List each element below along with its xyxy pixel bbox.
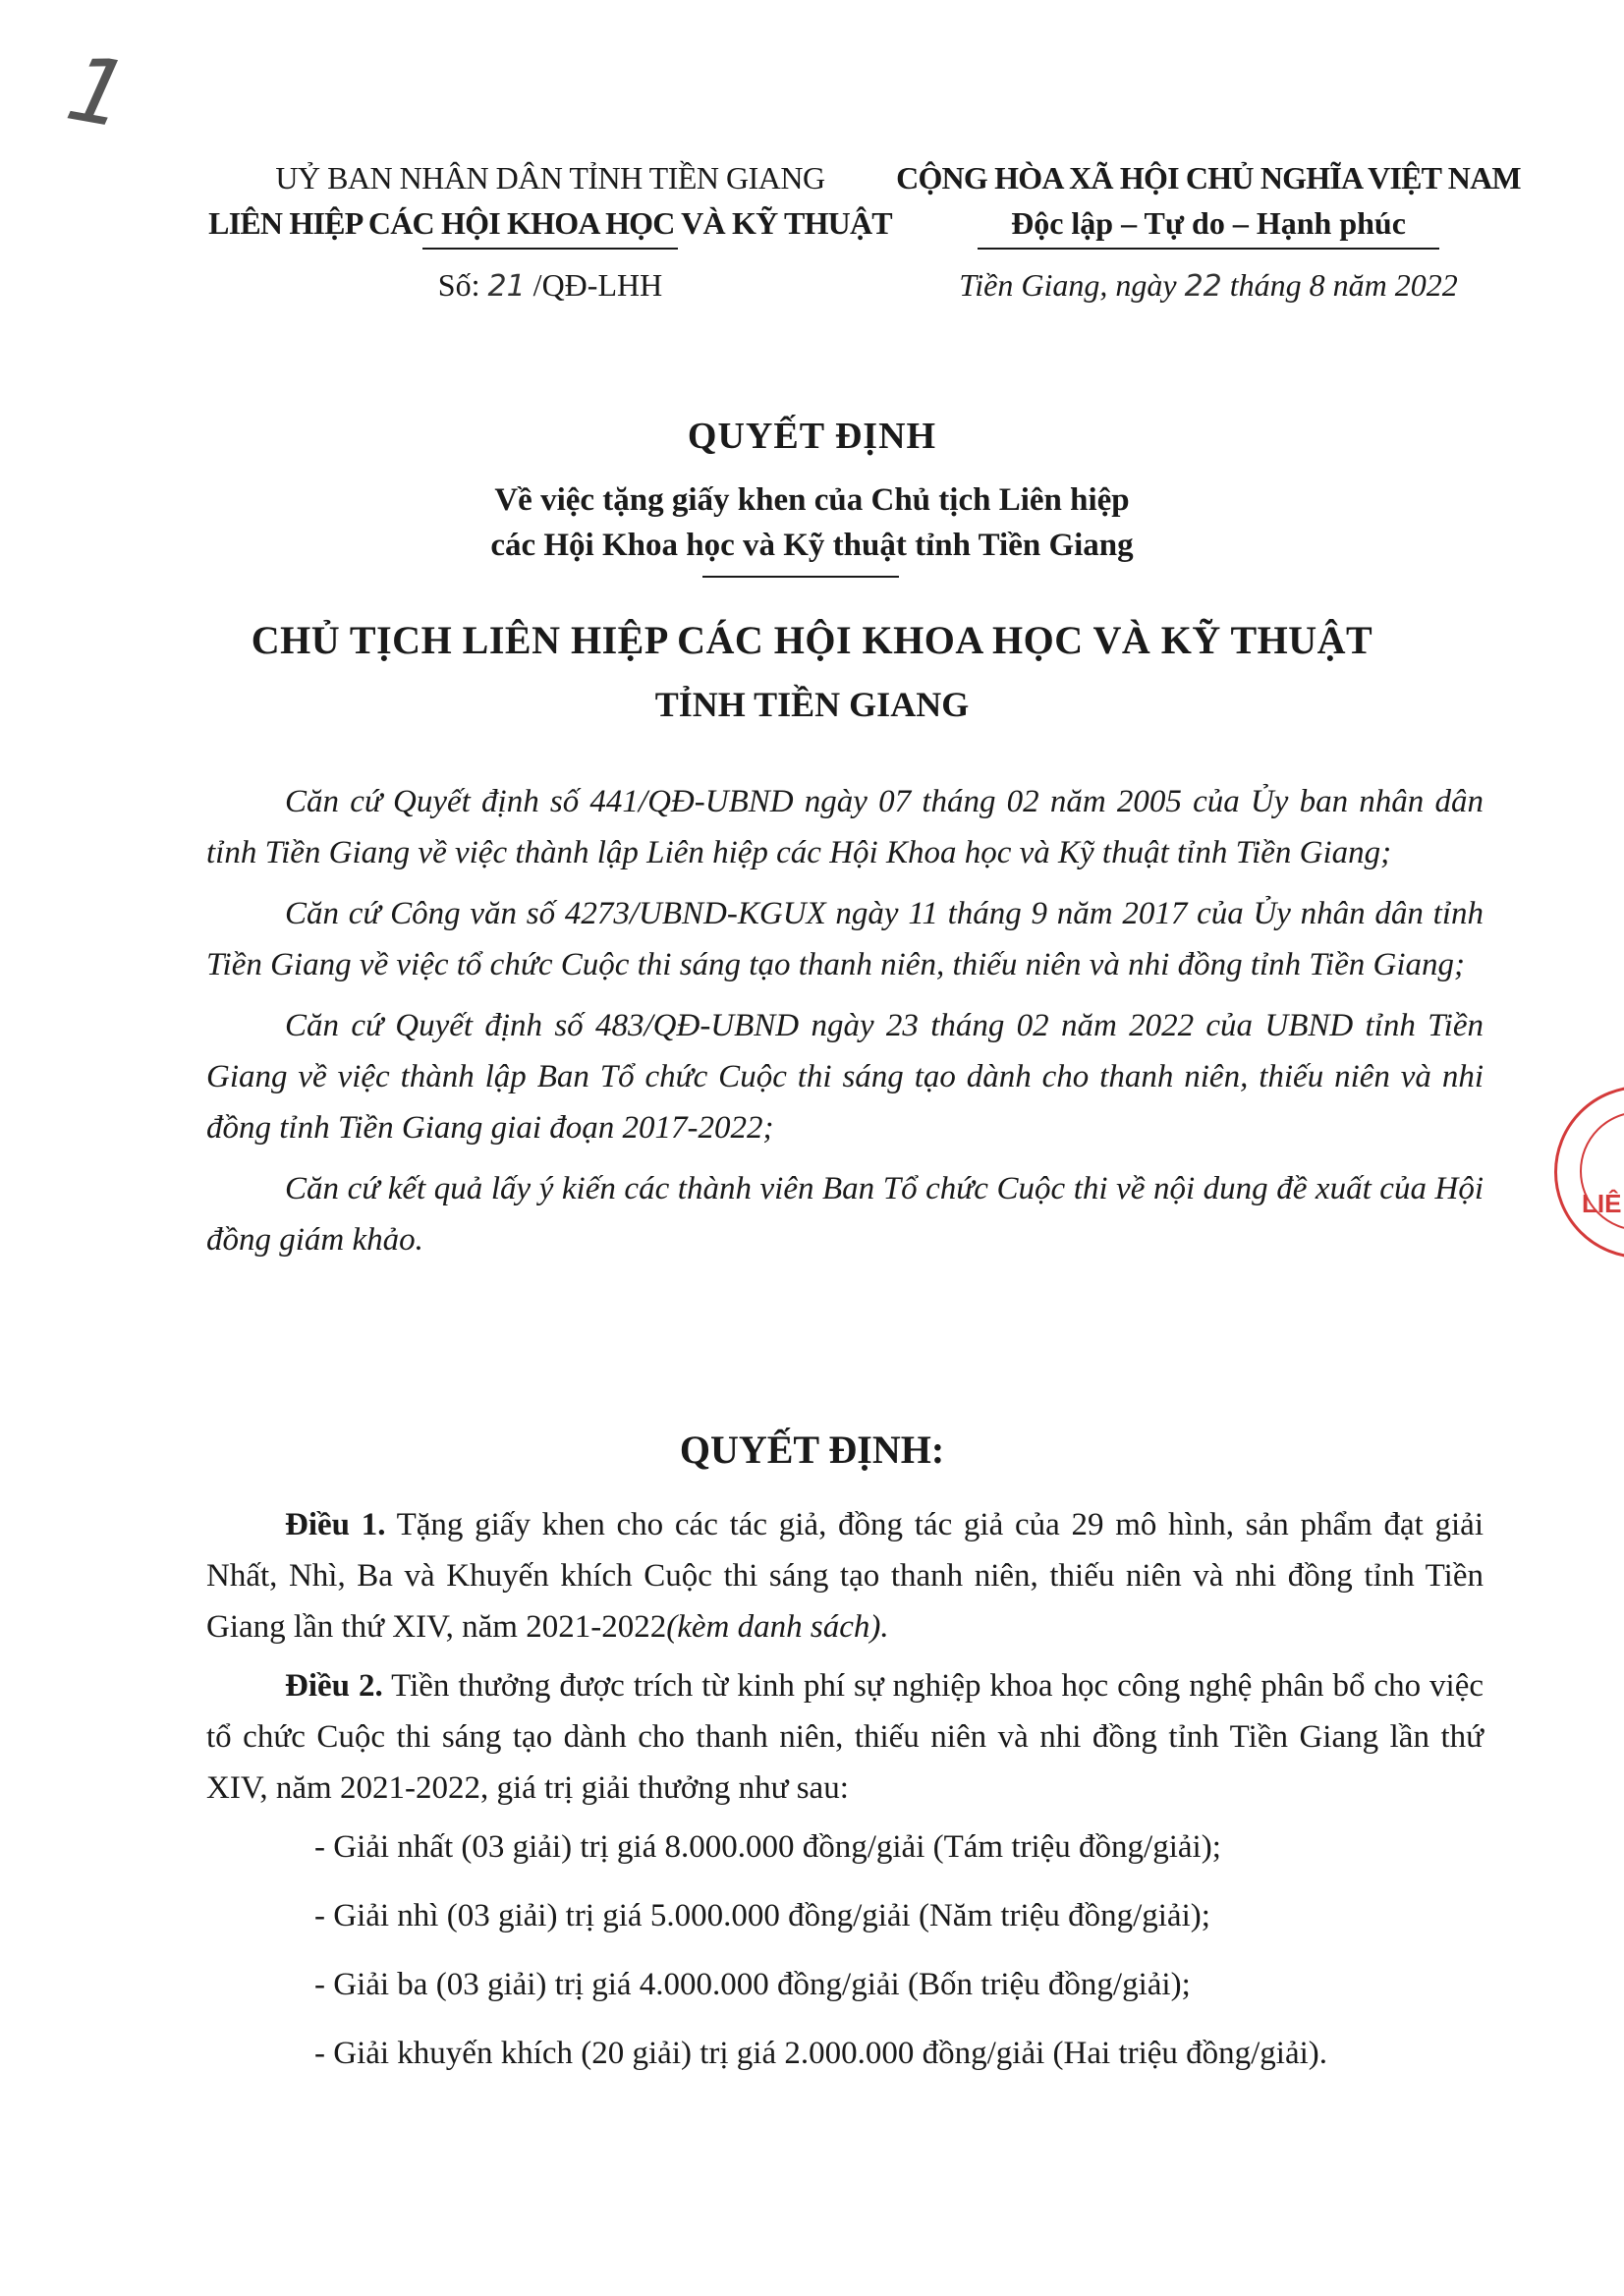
date-suffix: tháng 8 năm 2022	[1221, 267, 1458, 303]
decision-heading: QUYẾT ĐỊNH:	[679, 1428, 945, 1472]
national-motto	[884, 155, 1533, 250]
doc-number-suffix: /QĐ-LHH	[525, 267, 663, 303]
agency-name: LIÊN HIỆP CÁC HỘI KHOA HỌC VÀ KỸ THUẬT	[208, 205, 892, 241]
prize-item: - Giải nhất (03 giải) trị giá 8.000.000 đồng/giải (Tám triệu đồng/giải);	[314, 1829, 1221, 1865]
basis-paragraph: Căn cứ Quyết định số 483/QĐ-UBND ngày 23 tháng 02 năm 2022 của UBND tỉnh Tiền Giang về việc thành lập Ban Tổ chức Cuộc thi sáng tạo dành cho thanh niên, thiếu niên và nhi đồng tỉnh Tiền Giang giai đoạn 2017-2022;	[206, 1008, 1484, 1146]
doc-number-prefix: Số:	[437, 267, 488, 303]
basis-paragraph: Căn cứ Quyết định số 441/QĐ-UBND ngày 07 tháng 02 năm 2005 của Ủy ban nhân dân tỉnh Tiền Giang về việc thành lập Liên hiệp các Hội Khoa học và Kỹ thuật tỉnh Tiền Giang;	[206, 784, 1484, 870]
issue-date	[884, 267, 1533, 304]
article-1-text: Tặng giấy khen cho các tác giả, đồng tác giả của 29 mô hình, sản phẩm đạt giải Nhất, Nhì, Ba và Khuyến khích Cuộc thi sáng tạo thanh niên, thiếu niên và nhi đồng tỉnh Tiền Giang lần thứ XIV, năm 2021-2022	[206, 1507, 1484, 1645]
date-day: 22	[1184, 269, 1222, 304]
document-subtitle	[0, 477, 1624, 568]
prize-item: - Giải khuyến khích (20 giải) trị giá 2.000.000 đồng/giải (Hai triệu đồng/giải).	[314, 2036, 1328, 2071]
basis-paragraph: Căn cứ Công văn số 4273/UBND-KGUX ngày 11 tháng 9 năm 2017 của Ủy nhân dân tỉnh Tiền Giang về việc tổ chức Cuộc thi sáng tạo thanh niên, thiếu niên và nhi đồng tỉnh Tiền Giang;	[206, 896, 1484, 982]
prize-item: - Giải nhì (03 giải) trị giá 5.000.000 đồng/giải (Năm triệu đồng/giải);	[314, 1898, 1210, 1933]
issuing-agency	[196, 155, 904, 250]
article-2-label: Điều 2.	[285, 1668, 383, 1704]
article-2	[206, 1660, 1484, 1814]
document-number	[196, 267, 904, 304]
subtitle-line-1: Về việc tặng giấy khen của Chủ tịch Liên hiệp	[494, 482, 1130, 518]
article-2-text: Tiền thưởng được trích từ kinh phí sự nghiệp khoa học công nghệ phân bổ cho việc tổ chức Cuộc thi sáng tạo dành cho thanh niên, thiếu niên và nhi đồng tỉnh Tiền Giang lần thứ XIV, năm 2021-2022, giá trị giải thưởng như sau:	[206, 1668, 1484, 1806]
country-name: CỘNG HÒA XÃ HỘI CHỦ NGHĨA VIỆT NAM	[896, 160, 1521, 196]
agency-underline	[422, 248, 678, 250]
prize-item: - Giải ba (03 giải) trị giá 4.000.000 đồng/giải (Bốn triệu đồng/giải);	[314, 1967, 1191, 2002]
authority-province: TỈNH TIỀN GIANG	[654, 685, 970, 724]
article-1-label: Điều 1.	[285, 1507, 386, 1542]
motto: Độc lập – Tự do – Hạnh phúc	[1011, 205, 1406, 241]
legal-bases	[206, 776, 1484, 1275]
document-title: QUYẾT ĐỊNH	[687, 416, 937, 457]
subtitle-underline	[702, 576, 899, 578]
motto-underline	[978, 248, 1439, 250]
handwritten-page-mark: 1	[47, 37, 148, 146]
authority-title: CHỦ TỊCH LIÊN HIỆP CÁC HỘI KHOA HỌC VÀ KỸ THUẬT	[251, 618, 1373, 662]
agency-parent: UỶ BAN NHÂN DÂN TỈNH TIỀN GIANG	[275, 160, 825, 196]
decision-articles	[206, 1499, 1484, 2097]
article-1-note: (kèm danh sách).	[666, 1609, 889, 1645]
basis-paragraph: Căn cứ kết quả lấy ý kiến các thành viên Ban Tổ chức Cuộc thi về nội dung đề xuất của Hội đồng giám khảo.	[206, 1171, 1484, 1258]
seal-fragment-text: LIÊ	[1582, 1189, 1622, 1218]
subtitle-line-2: các Hội Khoa học và Kỹ thuật tỉnh Tiền Giang	[490, 528, 1134, 563]
date-prefix: Tiền Giang, ngày	[959, 267, 1185, 303]
doc-number-value: 21	[487, 269, 526, 304]
article-1	[206, 1499, 1484, 1652]
